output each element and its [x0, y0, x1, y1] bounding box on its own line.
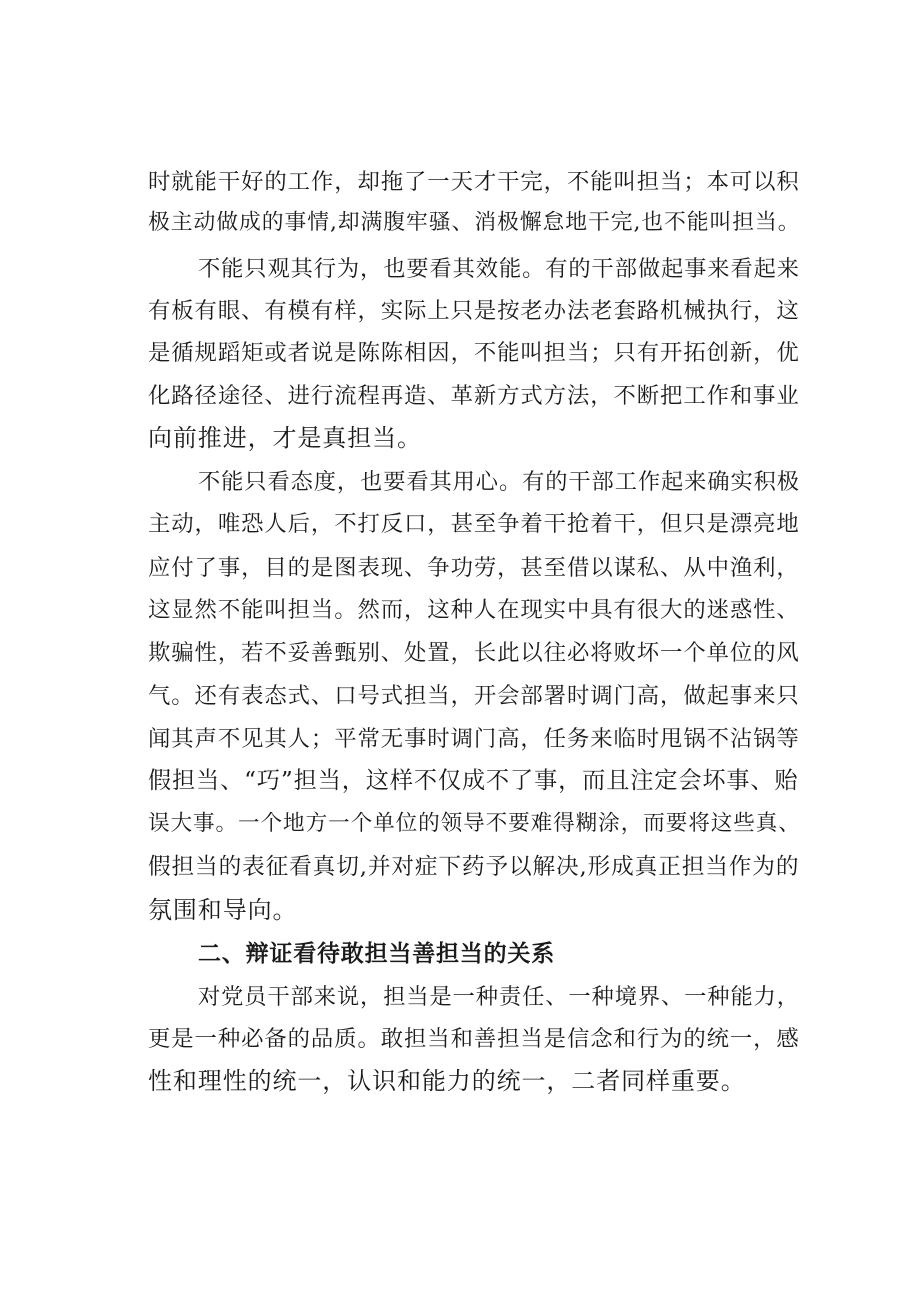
- paragraph-3-line-7: 闻其声不见其人；平常无事时调门高，任务来临时甩锅不沾锅等: [148, 726, 800, 752]
- section-heading: 二、辩证看待敢担当善担当的关系: [198, 941, 555, 967]
- paragraph-3-line-5: 欺骗性，若不妥善甄别、处置，长此以往必将败坏一个单位的风: [148, 640, 800, 666]
- paragraph-3-line-9: 误大事。一个地方一个单位的领导不要难得糊涂，而要将这些真、: [148, 811, 801, 836]
- paragraph-3-line-11: 氛围和导向。: [148, 896, 298, 924]
- paragraph-1-line-2: 极主动做成的事情,却满腹牢骚、消极懈怠地干完,也不能叫担当。: [148, 210, 801, 235]
- paragraph-2-line-5: 向前推进，才是真担当。: [148, 424, 422, 452]
- paragraph-3-line-10: 假担当的表征看真切,并对症下药予以解决,形成真正担当作为的: [148, 854, 800, 880]
- paragraph-3-line-8: 假担当、“巧”担当，这样不仅成不了事，而且注定会坏事、贻: [148, 768, 799, 794]
- paragraph-3-line-4: 这显然不能叫担当。然而，这种人在现实中具有很大的迷惑性、: [148, 597, 800, 623]
- paragraph-2-line-1: 不能只观其行为，也要看其效能。有的干部做起事来看起来: [198, 256, 800, 282]
- paragraph-3-line-2: 主动，唯恐人后，不打反口，甚至争着干抢着干，但只是漂亮地: [148, 511, 800, 537]
- closing-paragraph-line-3: 性和理性的统一，认识和能力的统一，二者同样重要。: [148, 1067, 746, 1095]
- paragraph-3-line-3: 应付了事，目的是图表现、争功劳，甚至借以谋私、从中渔利，: [148, 555, 800, 581]
- paragraph-1-line-1: 时就能干好的工作，却拖了一天才干完，不能叫担当；本可以积: [148, 169, 800, 195]
- paragraph-3-line-6: 气。还有表态式、口号式担当，开会部署时调门高，做起事来只: [148, 683, 800, 709]
- paragraph-3-line-1: 不能只看态度，也要看其用心。有的干部工作起来确实积极: [198, 469, 800, 495]
- closing-paragraph-line-1: 对党员干部来说，担当是一种责任、一种境界、一种能力，: [198, 984, 800, 1010]
- closing-paragraph-line-2: 更是一种必备的品质。敢担当和善担当是信念和行为的统一，感: [148, 1026, 800, 1052]
- paragraph-2-line-3: 是循规蹈矩或者说是陈陈相因，不能叫担当；只有开拓创新，优: [148, 340, 800, 366]
- paragraph-2-line-4: 化路径途径、进行流程再造、革新方式方法，不断把工作和事业: [148, 383, 800, 409]
- paragraph-2-line-2: 有板有眼、有模有样，实际上只是按老办法老套路机械执行，这: [148, 298, 800, 324]
